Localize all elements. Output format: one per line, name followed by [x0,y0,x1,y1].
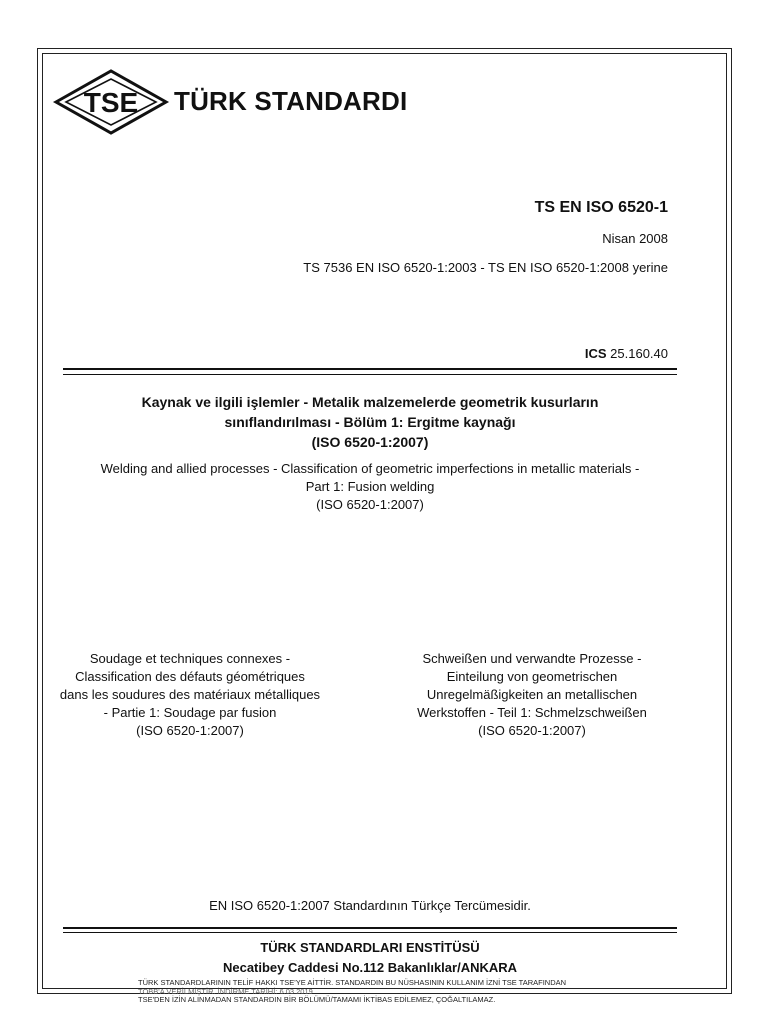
standard-code: TS EN ISO 6520-1 [534,199,668,216]
title-fr-line: dans les soudures des matériaux métalliques [59,687,321,702]
download-line: TOBB'A VERİLMİŞTİR. İNDİRME TARİHİ: 6.03.2019 [138,986,313,996]
title-de-line: Einteilung von geometrischen [446,669,618,684]
title-tr-line: (ISO 6520-1:2007) [311,434,429,450]
translation-note: EN ISO 6520-1:2007 Standardının Türkçe Tercümesidir. [209,898,531,913]
copyright-notice [138,979,566,1005]
title-de-line: Schweißen und verwandte Prozesse - [422,651,642,666]
copyright-line: TSE'DEN İZİN ALINMADAN STANDARDIN BİR BÖLÜMÜ/TAMAMI İKTİBAS EDİLEMEZ, ÇOĞALTILAMAZ. [138,995,496,1004]
replaces-note: TS 7536 EN ISO 6520-1:2003 - TS EN ISO 6520-1:2008 yerine [303,260,668,275]
title-fr-line: Classification des défauts géométriques [75,669,305,684]
tse-logo-icon [52,68,170,136]
title-tr-line: sınıflandırılması - Bölüm 1: Ergitme kaynağı [224,414,516,430]
title-fr-line: - Partie 1: Soudage par fusion [103,705,277,720]
title-de-line: Unregelmäßigkeiten an metallischen [426,687,638,702]
logo-text: TSE [83,87,139,118]
title-en-line: Part 1: Fusion welding [305,479,435,494]
divider-top-thin [63,374,677,375]
page-inner-border [42,53,727,989]
title-de-line: (ISO 6520-1:2007) [478,723,586,738]
ics-label: ICS [584,346,607,361]
brand-title: TÜRK STANDARDI [174,86,408,116]
publication-date: Nisan 2008 [602,231,668,246]
institute-block [70,938,670,978]
ics-line [585,346,668,361]
title-en-line: Welding and allied processes - Classification of geometric imperfections in metallic materials - [100,461,640,476]
title-fr-line: (ISO 6520-1:2007) [136,723,244,738]
institute-name: TÜRK STANDARDLARI ENSTİTÜSÜ [260,940,480,955]
title-de-line: Werkstoffen - Teil 1: Schmelzschweißen [417,705,647,720]
title-tr-line: Kaynak ve ilgili işlemler - Metalik malzemelerde geometrik kusurların [141,394,599,410]
title-turkish [70,392,670,452]
title-french [50,650,330,740]
ics-value: 25.160.40 [610,346,668,361]
title-fr-line: Soudage et techniques connexes - [89,651,291,666]
institute-address: Necatibey Caddesi No.112 Bakanlıklar/ANKARA [222,960,518,975]
copyright-line: TÜRK STANDARDLARININ TELİF HAKKI TSE'YE AİTTİR. STANDARDIN BU NÜSHASININ KULLANIM İZNİ TSE TARAFINDAN [138,978,567,987]
divider-top [63,368,677,370]
title-en-line: (ISO 6520-1:2007) [316,497,424,512]
divider-bottom [63,927,677,929]
divider-bottom-thin [63,932,677,933]
title-german [392,650,672,740]
title-english [70,460,670,514]
